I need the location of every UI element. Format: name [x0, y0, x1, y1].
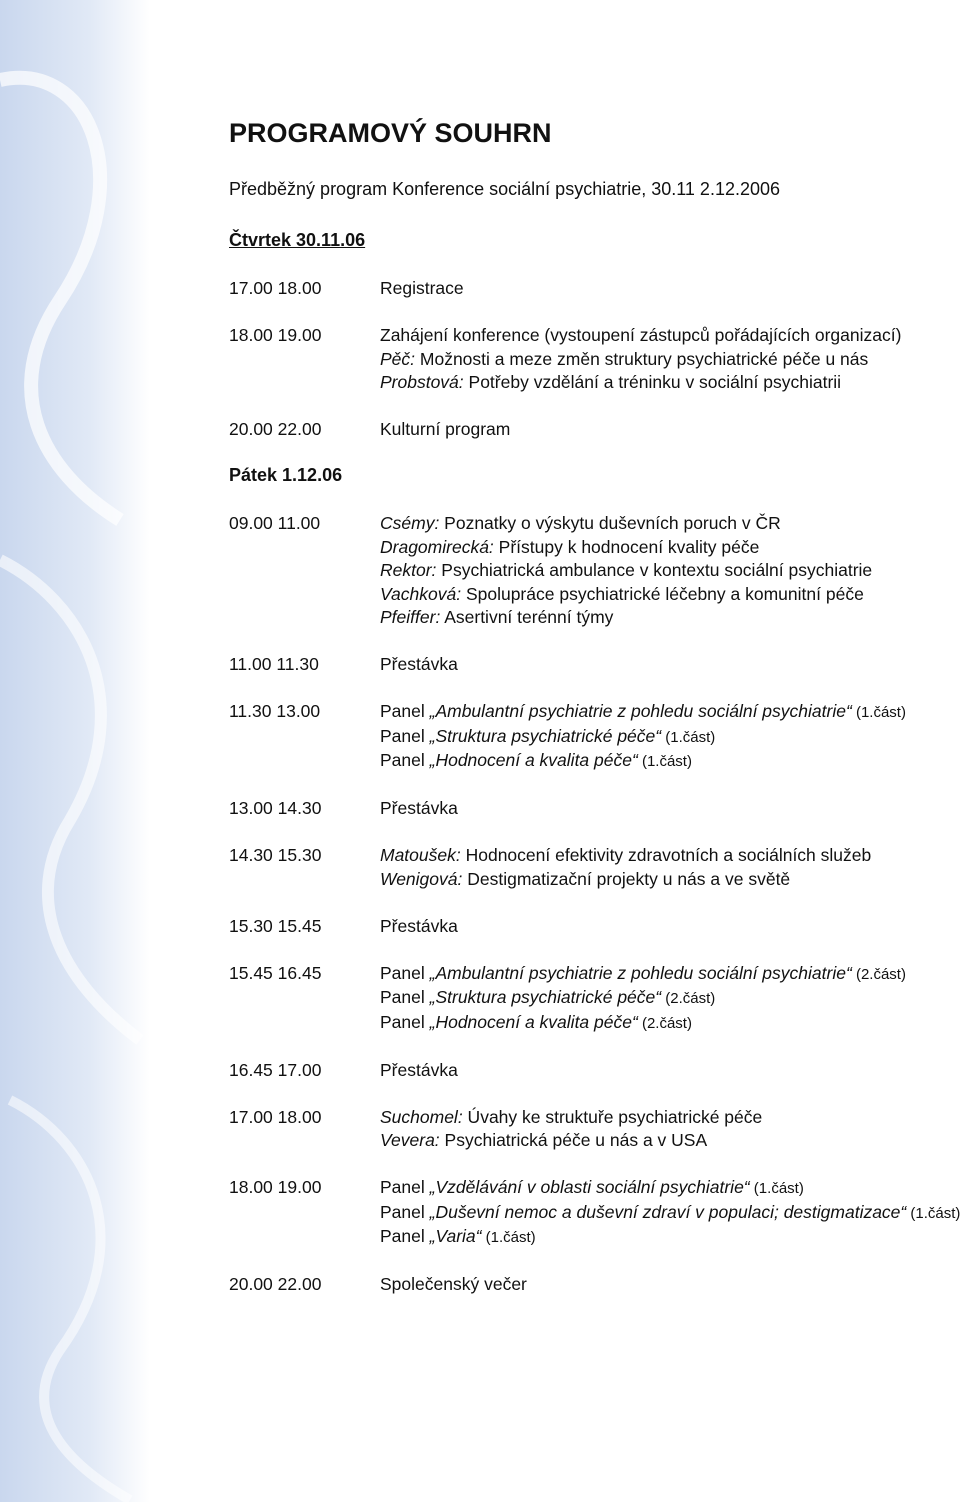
- item-text: Přestávka: [380, 1059, 458, 1080]
- panel-title: „Struktura psychiatrické péče“: [429, 987, 662, 1007]
- slot-time: 20.00 22.00: [229, 1274, 322, 1294]
- slot-items: [380, 797, 954, 821]
- program-item: [380, 606, 954, 630]
- item-text: Přístupy k hodnocení kvality péče: [493, 536, 760, 557]
- program-item: [380, 583, 954, 607]
- decorative-side-band: [0, 0, 150, 1502]
- speaker-name: Csémy:: [380, 513, 440, 533]
- speaker-name: Matoušek:: [380, 845, 461, 865]
- program-item: [380, 749, 954, 774]
- schedule-slot: [229, 797, 954, 821]
- program-item: [380, 653, 954, 677]
- item-text: Zahájení konference (vystoupení zástupců pořádajících organizací): [380, 325, 902, 345]
- schedule-slot: [229, 844, 954, 891]
- item-text: Možnosti a meze změn struktury psychiatrické péče u nás: [415, 348, 869, 369]
- program-item: [380, 915, 954, 939]
- item-text: Destigmatizační projekty u nás a ve světě: [462, 868, 791, 889]
- speaker-name: Rektor:: [380, 560, 437, 580]
- panel-part: (1.část): [851, 704, 906, 721]
- speaker-name: Suchomel:: [380, 1106, 463, 1127]
- slot-time: 11.00 11.30: [229, 654, 319, 674]
- item-text: Poznatky o výskytu duševních poruch v ČR: [439, 513, 781, 533]
- conference-subtitle: Předběžný program Konference sociální psychiatrie, 30.11 2.12.2006: [229, 179, 781, 199]
- page-title: PROGRAMOVÝ SOUHRN: [229, 118, 552, 148]
- slot-items: [380, 700, 954, 774]
- speaker-name: Probstová:: [380, 372, 464, 392]
- slot-items: [380, 1059, 954, 1083]
- panel-title: „Varia“: [429, 1226, 482, 1246]
- schedule-slot: [229, 653, 954, 677]
- slot-items: [380, 512, 954, 630]
- program-item: [380, 1176, 960, 1201]
- slot-time: 16.45 17.00: [229, 1059, 322, 1080]
- schedule-slot: [229, 1176, 960, 1250]
- slot-time: 15.45 16.45: [229, 962, 322, 983]
- panel-prefix: Panel: [380, 962, 430, 983]
- program-item: [380, 1273, 954, 1297]
- slot-items: [380, 1176, 960, 1250]
- slot-items: [380, 844, 954, 891]
- slot-time: 17.00 18.00: [229, 1106, 322, 1127]
- program-item: [380, 1106, 954, 1130]
- panel-title: „Hodnocení a kvalita péče“: [429, 750, 638, 770]
- program-item: [380, 1059, 954, 1083]
- day-heading: Čtvrtek 30.11.06: [229, 230, 366, 250]
- panel-part: (2.část): [851, 965, 906, 983]
- program-item: [380, 844, 954, 868]
- panel-part: (2.část): [661, 990, 716, 1007]
- program-item: [380, 986, 954, 1011]
- slot-time: 14.30 15.30: [229, 845, 322, 865]
- slot-time: 18.00 19.00: [229, 1177, 322, 1197]
- item-text: Potřeby vzdělání a tréninku v sociální psychiatrii: [463, 372, 842, 392]
- program-item: [380, 797, 954, 821]
- slot-time: 20.00 22.00: [229, 419, 322, 439]
- panel-prefix: Panel: [380, 1201, 430, 1222]
- speaker-name: Dragomirecká:: [380, 536, 494, 557]
- slot-time: 18.00 19.00: [229, 325, 322, 345]
- panel-part: (1.část): [661, 728, 716, 746]
- slot-items: [380, 962, 954, 1036]
- slot-items: [380, 653, 954, 677]
- slot-items: [380, 324, 954, 395]
- program-item: [380, 418, 954, 442]
- program-item: [380, 324, 954, 348]
- item-text: Společenský večer: [380, 1274, 527, 1294]
- panel-part: (1.část): [906, 1204, 960, 1222]
- slot-time: 17.00 18.00: [229, 278, 322, 298]
- program-item: [380, 962, 954, 987]
- schedule-slot: [229, 700, 954, 774]
- speaker-name: Vachková:: [380, 583, 462, 604]
- panel-prefix: Panel: [380, 1177, 430, 1197]
- panel-prefix: Panel: [380, 1011, 430, 1032]
- speaker-name: Wenigová:: [380, 868, 463, 889]
- panel-title: „Ambulantní psychiatrie z pohledu sociální psychiatrie“: [429, 701, 852, 721]
- program-item: [380, 725, 954, 750]
- item-text: Přestávka: [380, 915, 458, 936]
- panel-title: „Struktura psychiatrické péče“: [429, 725, 662, 746]
- panel-part: (1.část): [637, 753, 692, 770]
- speaker-name: Pěč:: [380, 348, 416, 369]
- swirl-graphic: [0, 0, 150, 1502]
- slot-time: 13.00 14.30: [229, 798, 322, 818]
- slot-items: [380, 915, 954, 939]
- program-item: [380, 512, 954, 536]
- slot-items: [380, 1273, 954, 1297]
- item-text: Spolupráce psychiatrické léčebny a komunitní péče: [461, 583, 864, 604]
- slot-time: 15.30 15.45: [229, 915, 322, 936]
- program-item: [380, 559, 954, 583]
- panel-title: „Vzdělávání v oblasti sociální psychiatrie“: [429, 1177, 750, 1197]
- program-item: [380, 1011, 954, 1036]
- panel-part: (1.část): [481, 1229, 536, 1246]
- panel-title: „Ambulantní psychiatrie z pohledu sociální psychiatrie“: [429, 962, 852, 983]
- schedule-slot: [229, 1273, 954, 1297]
- program-item: [380, 371, 954, 395]
- schedule-slot: [229, 418, 954, 442]
- slot-items: [380, 277, 954, 301]
- schedule-slot: [229, 324, 954, 395]
- item-text: Psychiatrická péče u nás a v USA: [439, 1130, 708, 1150]
- schedule-slot: [229, 1059, 954, 1083]
- panel-part: (2.část): [637, 1014, 692, 1032]
- program-item: [380, 700, 954, 725]
- program-item: [380, 1201, 960, 1226]
- speaker-name: Pfeiffer:: [380, 607, 441, 627]
- slot-items: [380, 418, 954, 442]
- item-text: Úvahy ke struktuře psychiatrické péče: [462, 1106, 763, 1127]
- item-text: Hodnocení efektivity zdravotních a sociálních služeb: [460, 845, 872, 865]
- program-item: [380, 277, 954, 301]
- schedule-slot: [229, 915, 954, 939]
- program-item: [380, 1129, 954, 1153]
- program-item: [380, 348, 954, 372]
- day-heading: Pátek 1.12.06: [229, 465, 343, 485]
- program-item: [380, 868, 954, 892]
- panel-prefix: Panel: [380, 1226, 430, 1246]
- schedule-slot: [229, 512, 954, 630]
- panel-title: „Duševní nemoc a duševní zdraví v populaci; destigmatizace“: [429, 1201, 907, 1222]
- panel-part: (1.část): [749, 1180, 804, 1197]
- schedule-slot: [229, 277, 954, 301]
- panel-prefix: Panel: [380, 701, 430, 721]
- program-item: [380, 1225, 960, 1250]
- item-text: Asertivní terénní týmy: [440, 607, 614, 627]
- item-text: Přestávka: [380, 654, 458, 674]
- item-text: Přestávka: [380, 798, 458, 818]
- item-text: Registrace: [380, 278, 464, 298]
- panel-title: „Hodnocení a kvalita péče“: [429, 1011, 638, 1032]
- item-text: Kulturní program: [380, 419, 511, 439]
- slot-time: 09.00 11.00: [229, 513, 321, 533]
- program-item: [380, 536, 954, 560]
- slot-items: [380, 1106, 954, 1153]
- panel-prefix: Panel: [380, 725, 430, 746]
- panel-prefix: Panel: [380, 750, 430, 770]
- slot-time: 11.30 13.00: [229, 701, 321, 721]
- program-summary: [229, 118, 960, 1320]
- panel-prefix: Panel: [380, 987, 430, 1007]
- schedule-slot: [229, 1106, 954, 1153]
- item-text: Psychiatrická ambulance v kontextu sociální psychiatrie: [436, 560, 873, 580]
- days-container: [229, 230, 960, 1297]
- speaker-name: Vevera:: [380, 1130, 440, 1150]
- schedule-slot: [229, 962, 954, 1036]
